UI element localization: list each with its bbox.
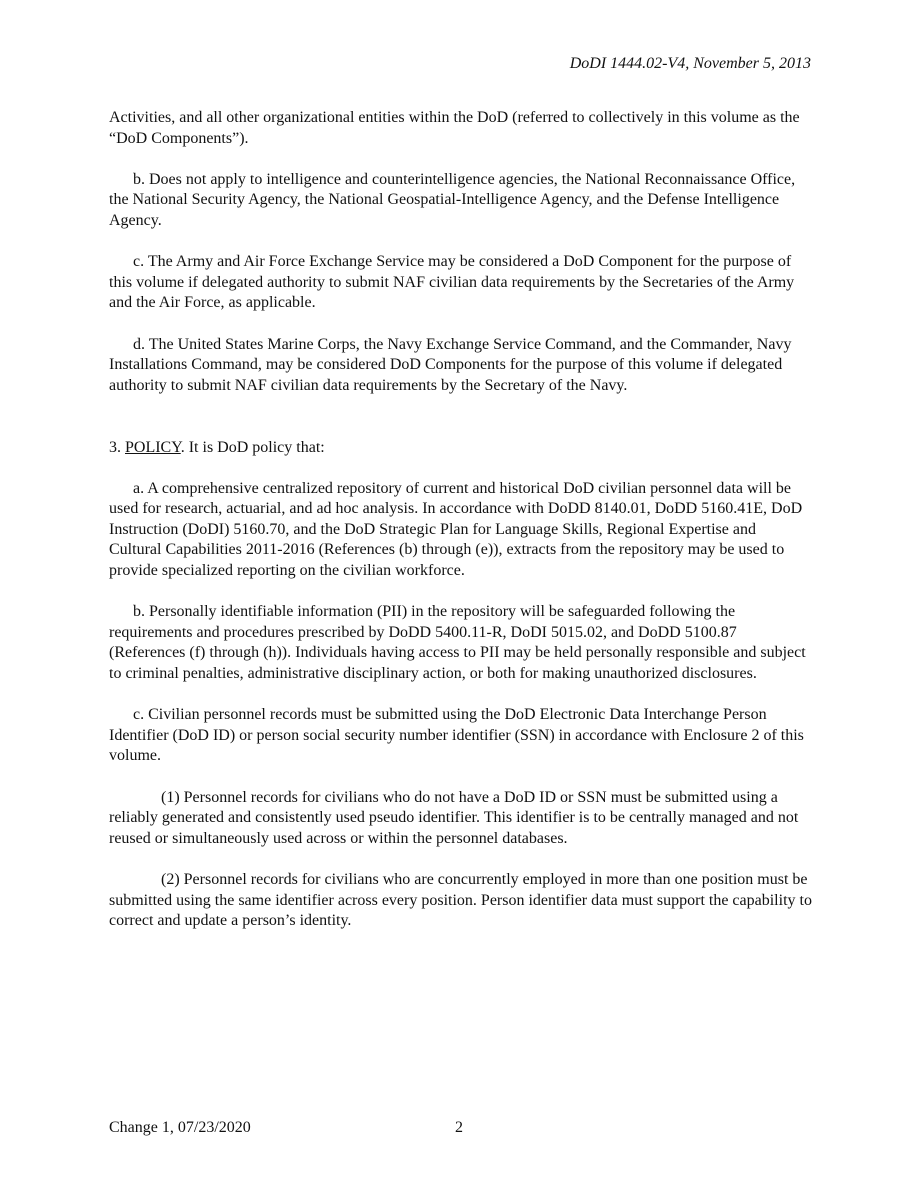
change-footer: Change 1, 07/23/2020 xyxy=(109,1119,251,1136)
document-body xyxy=(109,108,812,932)
section-policy-heading xyxy=(109,438,812,459)
section-title: POLICY xyxy=(125,438,181,456)
paragraph-policy-c1: (1) Personnel records for civilians who do not have a DoD ID or SSN must be submitted using a reliably generated and consistently used pseudo identifier. This identifier is to be centrally managed and not reused or simultaneously used across or within the personnel databases. xyxy=(109,788,799,847)
paragraph-applicability-d: d. The United States Marine Corps, the Navy Exchange Service Command, and the Commander, Navy Installations Command, may be considered DoD Components for the purpose of this volume if delegated authority to submit NAF civilian data requirements by the Secretary of the Navy. xyxy=(109,335,792,394)
paragraph-policy-c2: (2) Personnel records for civilians who are concurrently employed in more than one position must be submitted using the same identifier across every position. Person identifier data must support the capability to correct and update a person’s identity. xyxy=(109,870,812,930)
paragraph-policy-a: a. A comprehensive centralized repository of current and historical DoD civilian personnel data will be used for research, actuarial, and ad hoc analysis. In accordance with DoDD 8140.01, DoDD 5160.41E, DoD Instruction (DoDI) 5160.70, and the DoD Strategic Plan for Language Skills, Regional Expertise and Cultural Capabilities 2011-2016 (References (b) through (e)), extracts from the repository may be used to provide specialized reporting on the civilian workforce. xyxy=(109,479,803,580)
paragraph-applicability-c: c. The Army and Air Force Exchange Service may be considered a DoD Component for the purpose of this volume if delegated authority to submit NAF civilian data requirements by the Secretaries of the Army and the Air Force, as applicable. xyxy=(109,253,795,312)
paragraph-applicability-b: b. Does not apply to intelligence and counterintelligence agencies, the National Reconnaissance Office, the National Security Agency, the National Geospatial-Intelligence Agency, and the Defense Intelligence Agency. xyxy=(109,170,796,229)
section-intro: . It is DoD policy that: xyxy=(180,438,325,456)
paragraph-policy-c: c. Civilian personnel records must be submitted using the DoD Electronic Data Interchange Person Identifier (DoD ID) or person social security number identifier (SSN) in accordance with Enclosure 2 of this volume. xyxy=(109,706,804,765)
running-header: DoDI 1444.02-V4, November 5, 2013 xyxy=(569,55,811,72)
page-number: 2 xyxy=(455,1119,463,1136)
paragraph-continuation: Activities, and all other organizational entities within the DoD (referred to collectively in this volume as the “DoD Components”). xyxy=(109,109,800,147)
paragraph-policy-b: b. Personally identifiable information (PII) in the repository will be safeguarded following the requirements and procedures prescribed by DoDD 5400.11-R, DoDI 5015.02, and DoDD 5100.87 (References (f) through (h)). Individuals having access to PII may be held personally responsible and subject to criminal penalties, administrative disciplinary action, or both for making unauthorized disclosures. xyxy=(109,603,806,683)
section-number: 3. xyxy=(109,438,125,456)
